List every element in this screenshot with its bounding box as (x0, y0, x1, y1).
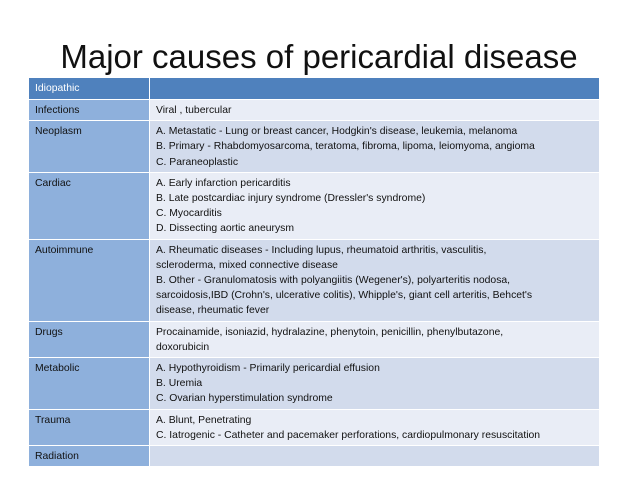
table-row (29, 239, 600, 321)
detail-line: B. Uremia (156, 378, 203, 390)
slide-title: Major causes of pericardial disease (60, 38, 578, 75)
details-cell (150, 78, 600, 100)
table-row (29, 358, 600, 410)
detail-line: disease, rheumatic fever (156, 305, 270, 317)
detail-line: B. Primary - Rhabdomyosarcoma, teratoma, fibroma, lipoma, leiomyoma, angioma (156, 141, 535, 153)
detail-line: B. Other - Granulomatosis with polyangiitis (Wegener's), polyarteritis nodosa, (156, 275, 511, 287)
detail-line: A. Metastatic - Lung or breast cancer, Hodgkin's disease, leukemia, melanoma (156, 126, 518, 138)
table-row (29, 121, 600, 173)
detail-line: C. Myocarditis (156, 208, 222, 220)
category-cell: Autoimmune (29, 239, 150, 321)
details-cell (150, 358, 600, 410)
table-row (29, 100, 600, 121)
detail-line: C. Ovarian hyperstimulation syndrome (156, 393, 333, 405)
detail-line: A. Hypothyroidism - Primarily pericardial effusion (156, 363, 380, 375)
detail-line: C. Paraneoplastic (156, 156, 239, 168)
detail-line: Viral , tubercular (156, 105, 232, 116)
detail-line: sarcoidosis,IBD (Crohn's, ulcerative colitis), Whipple's, giant cell arteritis, Behcet's (156, 290, 533, 302)
category-cell: Cardiac (29, 172, 150, 239)
detail-line: A. Blunt, Penetrating (156, 414, 252, 426)
detail-line: doxorubicin (156, 341, 210, 353)
detail-line: C. Iatrogenic - Catheter and pacemaker perforations, cardiopulmonary resuscitation (156, 429, 541, 441)
details-cell (150, 239, 600, 321)
details-cell (150, 172, 600, 239)
details-cell (150, 100, 600, 121)
table-row (29, 446, 600, 467)
detail-line: A. Rheumatic diseases - Including lupus, rheumatoid arthritis, vasculitis, (156, 244, 487, 256)
details-cell (150, 409, 600, 445)
details-cell (150, 446, 600, 467)
table-row (29, 172, 600, 239)
table-row (29, 321, 600, 357)
category-cell: Radiation (29, 446, 150, 467)
category-cell: Infections (29, 100, 150, 121)
category-cell: Metabolic (29, 358, 150, 410)
details-cell (150, 121, 600, 173)
table-body (29, 78, 600, 467)
detail-line: A. Early infarction pericarditis (156, 177, 291, 189)
detail-line: Procainamide, isoniazid, hydralazine, phenytoin, penicillin, phenylbutazone, (156, 326, 504, 338)
table-row (29, 78, 600, 100)
category-cell: Trauma (29, 409, 150, 445)
category-cell: Drugs (29, 321, 150, 357)
category-cell: Neoplasm (29, 121, 150, 173)
category-cell: Idiopathic (29, 78, 150, 100)
causes-table (28, 77, 600, 467)
detail-line: B. Late postcardiac injury syndrome (Dressler's syndrome) (156, 193, 426, 205)
details-cell (150, 321, 600, 357)
detail-line: scleroderma, mixed connective disease (156, 259, 338, 271)
detail-line: D. Dissecting aortic aneurysm (156, 223, 295, 235)
table-row (29, 409, 600, 445)
